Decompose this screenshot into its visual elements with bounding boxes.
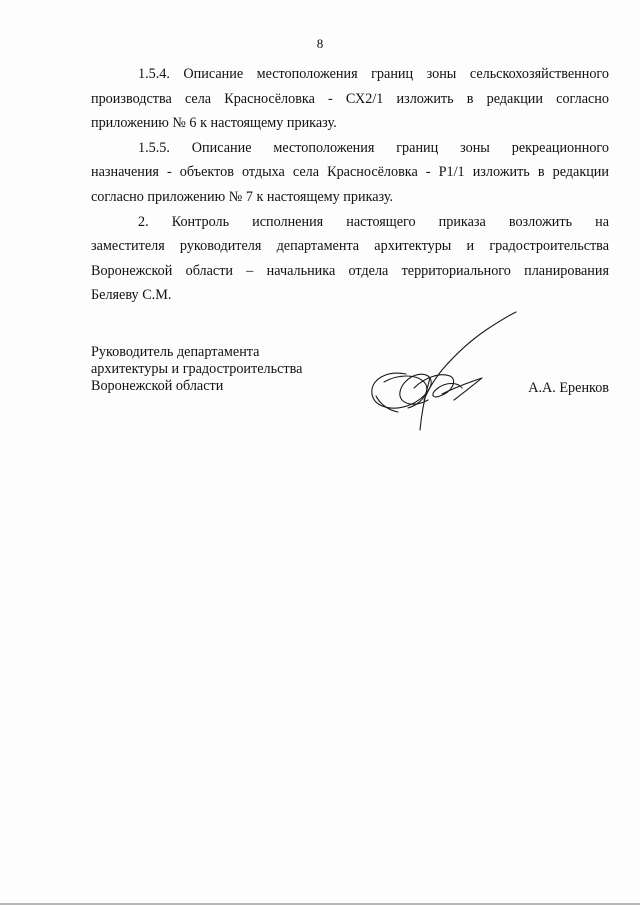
signature-block [91, 344, 609, 395]
signer-position-line: Руководитель департамента [91, 344, 260, 360]
signer-position-line: архитектуры и градостроительства [91, 361, 303, 377]
document-body [91, 62, 609, 308]
paragraph-line: 2. Контроль исполнения настоящего приказа возложить на [138, 213, 609, 230]
page-number: 8 [316, 36, 324, 51]
paragraph-line: приложению № 6 к настоящему приказу. [91, 115, 337, 132]
signer-position-line: Воронежской области [91, 378, 224, 394]
paragraph-line: Воронежской области – начальника отдела территориального планирования [91, 262, 609, 279]
signer-name: А.А. Еренков [528, 380, 609, 396]
paragraph-line: заместителя руководителя департамента архитектуры и градостроительства [91, 238, 609, 255]
paragraph-1-5-4 [91, 62, 609, 136]
paragraph-line: 1.5.4. Описание местоположения границ зоны сельскохозяйственного [138, 66, 609, 82]
paragraph-line: 1.5.5. Описание местоположения границ зоны рекреационного [138, 139, 609, 156]
paragraph-1-5-5 [91, 136, 609, 210]
paragraph-line: назначения - объектов отдыха села Красносёловка - Р1/1 изложить в редакции [91, 164, 609, 181]
handwritten-signature-icon [358, 308, 528, 436]
paragraph-2-control [91, 210, 609, 308]
paragraph-line: производства села Красносёловка - СХ2/1 изложить в редакции согласно [91, 90, 609, 107]
paragraph-line: Беляеву С.М. [91, 287, 172, 304]
paragraph-line: согласно приложению № 7 к настоящему приказу. [91, 188, 394, 205]
